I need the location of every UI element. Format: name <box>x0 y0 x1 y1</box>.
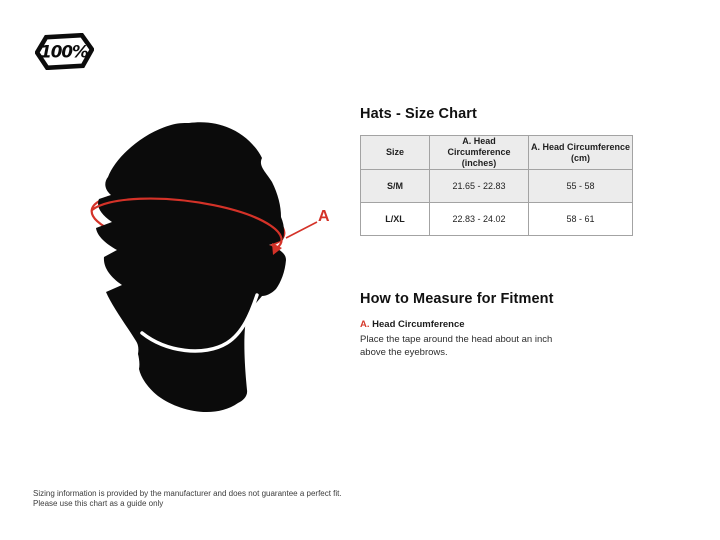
table-row-lxl <box>361 203 633 236</box>
col-header-cm-line1: A. Head Circumference <box>530 141 631 152</box>
size-chart-table <box>360 135 633 236</box>
brand-logo-icon <box>35 33 94 70</box>
col-header-inches-line2: (inches) <box>461 158 497 168</box>
cm-value: 58 - 61 <box>529 203 633 236</box>
measure-item-description: Place the tape around the head about an inch above the eyebrows. <box>360 334 553 358</box>
measure-item-label <box>360 319 640 330</box>
measurement-label-a: A <box>318 208 330 225</box>
col-header-inches-line1: A. Head Circumference <box>447 136 511 157</box>
measure-item-prefix: A. <box>360 319 370 330</box>
col-header-cm-line2: (cm) <box>570 152 590 163</box>
size-value: S/M <box>361 170 430 203</box>
col-header-cm <box>529 136 633 170</box>
footnote <box>33 489 342 509</box>
how-to-measure-title: How to Measure for Fitment <box>360 291 554 307</box>
logo-text: 100% <box>40 41 88 62</box>
table-header-row <box>361 136 633 170</box>
how-to-measure-section <box>360 290 640 359</box>
head-measurement-figure <box>60 105 350 450</box>
cm-value: 55 - 58 <box>529 170 633 203</box>
inches-value: 22.83 - 24.02 <box>430 203 529 236</box>
table-row-sm <box>361 170 633 203</box>
col-header-inches <box>430 136 529 170</box>
label-pointer-line <box>286 222 317 238</box>
head-silhouette <box>96 122 286 412</box>
col-header-size: Size <box>361 136 430 170</box>
size-chart-section <box>360 105 640 236</box>
size-value: L/XL <box>361 203 430 236</box>
footnote-line1: Sizing information is provided by the manufacturer and does not guarantee a perfect fit. <box>33 489 342 498</box>
inches-value: 21.65 - 22.83 <box>430 170 529 203</box>
head-figure-svg <box>60 105 350 450</box>
footnote-line2: Please use this chart as a guide only <box>33 499 164 508</box>
measure-item-name: Head Circumference <box>372 319 465 330</box>
size-chart-title: Hats - Size Chart <box>360 106 477 122</box>
brand-logo <box>35 33 94 70</box>
